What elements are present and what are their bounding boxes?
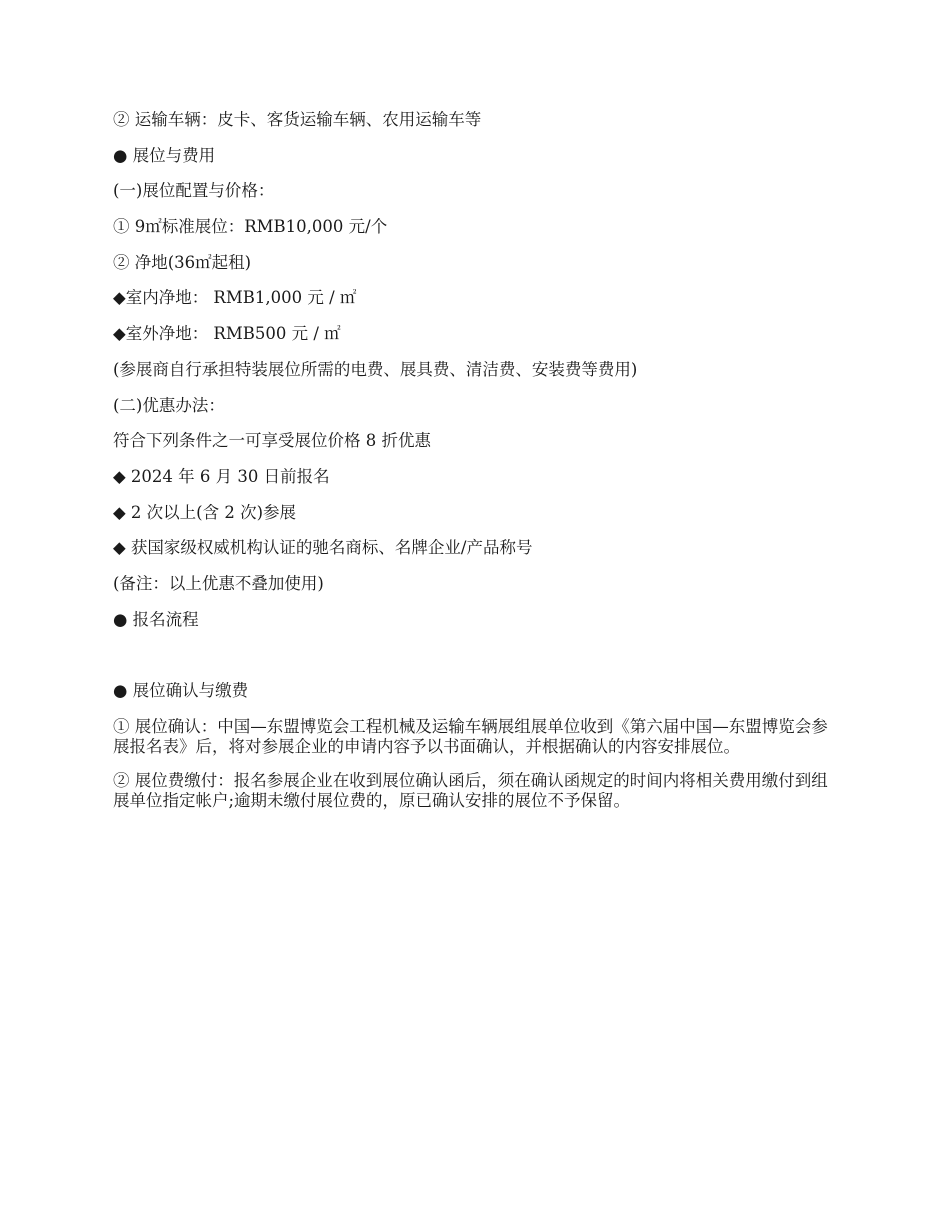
paragraph-exhibitor-costs-note: (参展商自行承担特装展位所需的电费、展具费、清洁费、安装费等费用) <box>113 359 638 379</box>
heading-booth-confirmation-payment: ● 展位确认与缴费 <box>113 681 249 701</box>
paragraph-discount-remark: (备注：以上优惠不叠加使用) <box>113 573 324 593</box>
paragraph-transport-vehicles: ② 运输车辆：皮卡、客货运输车辆、农用运输车等 <box>113 110 482 129</box>
heading-registration-process: ● 报名流程 <box>113 609 199 629</box>
paragraph-raw-space: ② 净地(36㎡起租) <box>113 252 252 272</box>
paragraph-indoor-raw-space: ◆室内净地： RMB1,000 元 / ㎡ <box>113 288 357 308</box>
paragraph-outdoor-raw-space: ◆室外净地： RMB500 元 / ㎡ <box>113 324 341 344</box>
paragraph-brand-certification: ◆ 获国家级权威机构认证的驰名商标、名牌企业/产品称号 <box>113 538 533 558</box>
paragraph-booth-fee-payment: ② 展位费缴付：报名参展企业在收到展位确认函后，须在确认函规定的时间内将相关费用缴付到组展单位指定帐户;逾期未缴付展位费的，原已确认安排的展位不予保留。 <box>113 770 828 810</box>
paragraph-discount-methods: (二)优惠办法： <box>113 395 225 415</box>
document-page <box>113 110 843 811</box>
paragraph-register-before-date: ◆ 2024 年 6 月 30 日前报名 <box>113 466 330 486</box>
paragraph-standard-booth: ① 9㎡标准展位：RMB10,000 元/个 <box>113 217 388 237</box>
paragraph-booth-confirmation: ① 展位确认：中国—东盟博览会工程机械及运输车辆展组展单位收到《第六届中国—东盟博览会参展报名表》后，将对参展企业的申请内容予以书面确认，并根据确认的内容安排展位。 <box>113 716 828 756</box>
paragraph-booth-config-price: (一)展位配置与价格： <box>113 181 275 201</box>
paragraph-discount-conditions: 符合下列条件之一可享受展位价格 8 折优惠 <box>113 431 431 451</box>
heading-booth-and-fees: ● 展位与费用 <box>113 145 216 165</box>
paragraph-repeat-exhibitor: ◆ 2 次以上(含 2 次)参展 <box>113 502 297 522</box>
